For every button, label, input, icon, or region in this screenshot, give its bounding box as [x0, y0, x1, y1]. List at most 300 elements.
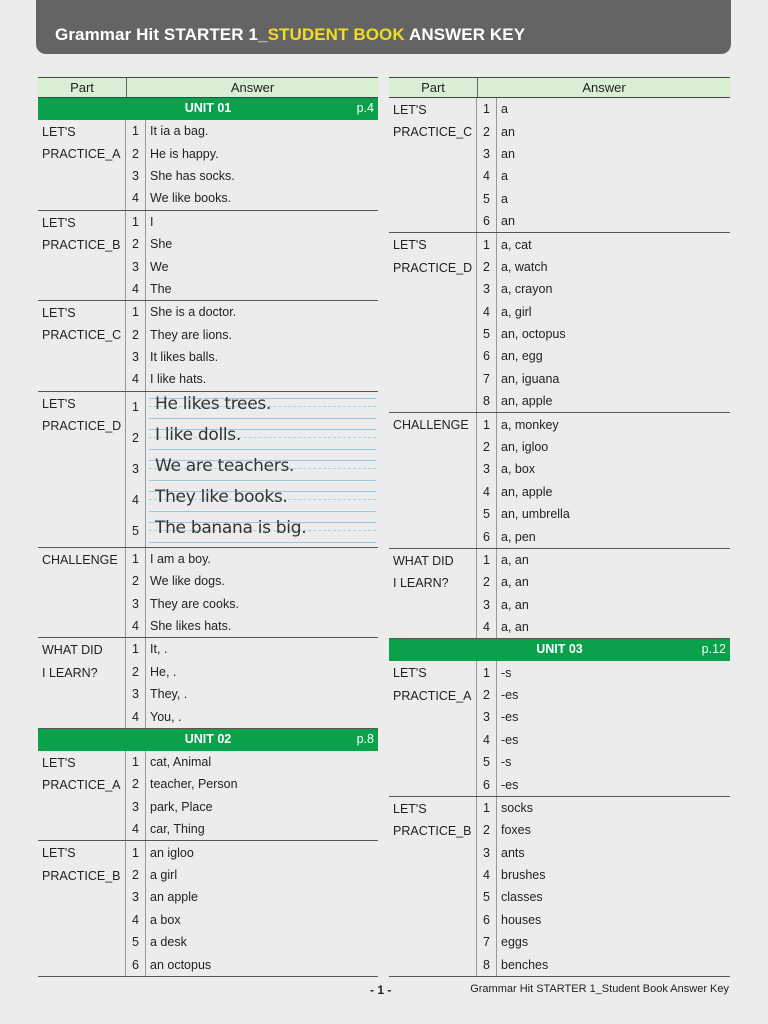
answer-text: We — [150, 259, 169, 274]
answer-number: 5 — [477, 323, 497, 345]
answer-row — [126, 570, 378, 592]
answer-row — [477, 931, 730, 953]
answer-number: 4 — [477, 616, 497, 638]
section-part-label — [389, 233, 477, 412]
right-table-body — [389, 98, 730, 977]
answer-row — [126, 661, 378, 683]
table-header — [38, 77, 378, 98]
answer-number: 8 — [477, 390, 497, 412]
answer-text: houses — [501, 912, 542, 927]
part-line: I LEARN? — [393, 576, 449, 591]
answer-text: They are lions. — [150, 327, 232, 342]
answer-row — [477, 684, 730, 706]
answer-number: 2 — [477, 571, 497, 593]
answer-row — [477, 842, 730, 864]
answer-text: They are cooks. — [150, 596, 239, 611]
title-banner — [36, 0, 731, 54]
unit-header — [389, 639, 730, 661]
answer-row — [126, 638, 378, 660]
handwriting-lines — [149, 423, 376, 454]
part-line: PRACTICE_B — [393, 824, 472, 839]
answer-row — [126, 592, 378, 614]
answer-number: 2 — [126, 142, 146, 164]
answer-number: 3 — [477, 594, 497, 616]
section-answers — [477, 797, 730, 976]
section-part-label — [389, 661, 477, 795]
answer-number: 2 — [126, 233, 146, 255]
answer-row — [477, 233, 730, 255]
answer-number: 2 — [126, 570, 146, 592]
part-line: I LEARN? — [42, 665, 98, 680]
answer-number: 2 — [477, 120, 497, 142]
answer-text: She has socks. — [150, 168, 235, 183]
answer-section — [38, 751, 378, 842]
answer-row — [126, 187, 378, 209]
part-line: LET'S — [393, 238, 427, 253]
answer-row — [477, 751, 730, 773]
answer-text: I — [150, 214, 154, 229]
answer-row — [126, 615, 378, 637]
answer-number: 4 — [477, 481, 497, 503]
answer-row — [126, 953, 378, 975]
section-answers — [477, 413, 730, 547]
title-text: Grammar Hit STARTER 1_ — [55, 25, 268, 44]
answer-row — [477, 390, 730, 412]
section-answers — [126, 751, 378, 841]
answer-number: 5 — [126, 516, 146, 547]
handwriting-row — [126, 392, 378, 423]
answer-row — [126, 931, 378, 953]
answer-column-header: Answer — [582, 80, 626, 95]
section-part-label — [389, 797, 477, 976]
answer-text: an apple — [150, 890, 198, 905]
answer-number: 2 — [477, 256, 497, 278]
answer-number: 5 — [477, 188, 497, 210]
answer-row — [126, 120, 378, 142]
part-line: WHAT DID — [42, 643, 103, 658]
section-part-label — [389, 98, 477, 232]
left-table-body — [38, 98, 378, 977]
answer-row — [126, 368, 378, 390]
part-line: PRACTICE_B — [42, 237, 121, 252]
answer-row — [126, 278, 378, 300]
answer-number: 4 — [126, 187, 146, 209]
answer-number: 4 — [477, 864, 497, 886]
answer-text: an, egg — [501, 349, 543, 364]
answer-row — [477, 706, 730, 728]
answer-number: 7 — [477, 931, 497, 953]
answer-row — [477, 368, 730, 390]
answer-row — [126, 773, 378, 795]
handwritten-answer: We are teachers. — [155, 455, 295, 476]
handwriting-lines — [149, 392, 376, 423]
answer-row — [477, 729, 730, 751]
answer-number: 1 — [126, 751, 146, 773]
answer-row — [477, 458, 730, 480]
answer-number: 1 — [126, 120, 146, 142]
part-line: LET'S — [393, 666, 427, 681]
answer-row — [477, 345, 730, 367]
answer-section — [38, 120, 378, 211]
answer-row — [477, 886, 730, 908]
answer-number: 3 — [477, 842, 497, 864]
part-line: CHALLENGE — [393, 418, 469, 433]
unit-title: UNIT 03 — [536, 642, 583, 657]
answer-text: You, . — [150, 709, 182, 724]
handwriting-lines — [149, 485, 376, 516]
part-line: PRACTICE_D — [42, 418, 122, 433]
answer-text: -s — [501, 755, 512, 770]
unit-title: UNIT 02 — [184, 731, 232, 746]
title-highlight: STUDENT BOOK — [267, 25, 405, 44]
answer-number: 6 — [477, 345, 497, 367]
answer-number: 5 — [477, 503, 497, 525]
answer-text: an igloo — [150, 845, 194, 860]
answer-section — [38, 392, 378, 548]
section-answers — [477, 98, 730, 232]
answer-row — [477, 661, 730, 683]
answer-number: 1 — [126, 841, 146, 863]
answer-number: 4 — [477, 301, 497, 323]
answer-number: 3 — [126, 886, 146, 908]
handwriting-row — [126, 423, 378, 454]
section-part-label — [389, 549, 477, 639]
page-number: - 1 - — [370, 983, 392, 997]
answer-number: 3 — [477, 706, 497, 728]
part-line: LET'S — [42, 755, 76, 770]
answer-number: 5 — [477, 751, 497, 773]
answer-text: an octopus — [150, 957, 212, 972]
answer-number: 3 — [477, 458, 497, 480]
answer-text: a, an — [501, 620, 529, 635]
answer-row — [477, 549, 730, 571]
answer-row — [126, 301, 378, 323]
answer-number: 6 — [477, 525, 497, 547]
section-answers — [126, 392, 378, 547]
footer-reference: Grammar Hit STARTER 1_Student Book Answer Key — [470, 983, 729, 995]
answer-number: 1 — [477, 797, 497, 819]
handwriting-row — [126, 454, 378, 485]
answer-text: an — [501, 146, 515, 161]
answer-text: a, an — [501, 553, 529, 567]
answer-row — [477, 797, 730, 819]
section-answers — [477, 549, 730, 639]
answer-text: a, an — [501, 597, 529, 612]
answer-text: -s — [501, 665, 512, 680]
part-line: CHALLENGE — [42, 552, 118, 567]
answer-number: 4 — [126, 615, 146, 637]
answer-text: She — [150, 237, 173, 252]
answer-row — [477, 864, 730, 886]
answer-row — [477, 323, 730, 345]
section-answers — [126, 211, 378, 301]
answer-number: 3 — [126, 683, 146, 705]
section-answers — [126, 301, 378, 391]
answer-row — [477, 571, 730, 593]
left-answer-table — [38, 77, 378, 977]
answer-text: a desk — [150, 935, 187, 950]
answer-row — [126, 142, 378, 164]
answer-text: classes — [501, 890, 543, 905]
answer-row — [477, 143, 730, 165]
answer-text: socks — [501, 800, 533, 815]
answer-section — [389, 413, 730, 548]
answer-row — [126, 233, 378, 255]
answer-row — [126, 818, 378, 840]
answer-number: 2 — [126, 773, 146, 795]
answer-text: He, . — [150, 664, 177, 679]
title-text-end: ANSWER KEY — [404, 25, 526, 44]
section-answers — [126, 548, 378, 638]
part-line: PRACTICE_A — [393, 688, 472, 703]
answer-number: 5 — [126, 931, 146, 953]
part-line: LET'S — [42, 306, 76, 321]
answer-number: 2 — [126, 324, 146, 346]
answer-text: an, iguana — [501, 371, 560, 386]
answer-text: I am a boy. — [150, 551, 211, 566]
answer-section — [389, 549, 730, 640]
answer-row — [126, 165, 378, 187]
answer-text: foxes — [501, 823, 531, 838]
answer-section — [389, 233, 730, 413]
answer-row — [477, 210, 730, 232]
answer-number: 3 — [477, 278, 497, 300]
answer-number: 2 — [477, 684, 497, 706]
answer-text: It, . — [150, 642, 168, 657]
section-part-label — [38, 841, 126, 975]
answer-text: They, . — [150, 687, 188, 702]
answer-text: an — [501, 214, 515, 229]
part-line: WHAT DID — [393, 553, 454, 568]
part-line: PRACTICE_A — [42, 147, 121, 162]
answer-row — [477, 616, 730, 638]
answer-section — [389, 797, 730, 977]
answer-row — [477, 953, 730, 975]
section-part-label — [389, 413, 477, 547]
answer-text: cat, Animal — [150, 755, 212, 769]
answer-number: 2 — [477, 819, 497, 841]
answer-number: 8 — [477, 953, 497, 975]
part-line: LET'S — [393, 103, 427, 117]
answer-text: a, an — [501, 575, 529, 590]
answer-number: 1 — [477, 98, 497, 120]
answer-number: 1 — [126, 392, 146, 423]
answer-text: -es — [501, 732, 519, 747]
answer-section — [38, 841, 378, 976]
answer-text: an, octopus — [501, 327, 566, 342]
answer-text: benches — [501, 957, 549, 972]
answer-column-header: Answer — [230, 80, 275, 95]
section-part-label — [38, 120, 126, 210]
answer-row — [126, 841, 378, 863]
answer-text: a, crayon — [501, 282, 553, 297]
answer-section — [38, 211, 378, 302]
page-title — [55, 25, 525, 45]
part-line: PRACTICE_B — [42, 868, 121, 883]
answer-row — [477, 165, 730, 187]
answer-number: 4 — [126, 368, 146, 390]
answer-text: It ia a bag. — [150, 124, 209, 139]
answer-number: 4 — [126, 909, 146, 931]
answer-text: I like hats. — [150, 372, 207, 387]
answer-row — [126, 751, 378, 773]
section-part-label — [38, 211, 126, 301]
answer-row — [477, 819, 730, 841]
answer-text: a, pen — [501, 529, 536, 544]
answer-number: 1 — [126, 301, 146, 323]
answer-number: 3 — [477, 143, 497, 165]
answer-row — [477, 481, 730, 503]
answer-number: 3 — [126, 454, 146, 485]
answer-row — [126, 886, 378, 908]
part-line: PRACTICE_C — [42, 328, 122, 343]
answer-text: -es — [501, 777, 519, 792]
answer-text: eggs — [501, 935, 529, 950]
answer-text: a box — [150, 912, 181, 927]
unit-header — [38, 98, 378, 120]
answer-number: 4 — [477, 165, 497, 187]
answer-number: 1 — [126, 638, 146, 660]
part-line: PRACTICE_D — [393, 260, 473, 275]
answer-row — [126, 909, 378, 931]
answer-number: 4 — [126, 485, 146, 516]
answer-number: 1 — [477, 233, 497, 255]
handwriting-row — [126, 485, 378, 516]
answer-row — [477, 98, 730, 120]
answer-number: 2 — [477, 436, 497, 458]
section-part-label — [38, 638, 126, 728]
answer-row — [477, 278, 730, 300]
handwritten-answer: He likes trees. — [155, 393, 272, 414]
answer-number: 2 — [126, 423, 146, 454]
answer-number: 3 — [126, 255, 146, 277]
answer-row — [477, 256, 730, 278]
answer-text: an, umbrella — [501, 507, 570, 522]
answer-text: a — [501, 102, 508, 117]
handwriting-lines — [149, 516, 376, 547]
answer-row — [477, 413, 730, 435]
answer-number: 7 — [477, 368, 497, 390]
answer-text: park, Place — [150, 799, 213, 814]
table-header — [389, 77, 730, 98]
part-column-header: Part — [38, 78, 127, 97]
answer-text: It likes balls. — [150, 350, 219, 365]
answer-text: He is happy. — [150, 146, 219, 161]
answer-row — [477, 525, 730, 547]
answer-text: The — [150, 281, 172, 296]
answer-section — [38, 638, 378, 729]
answer-row — [126, 683, 378, 705]
right-answer-table — [389, 77, 730, 977]
part-column-header: Part — [389, 78, 478, 97]
answer-text: a — [501, 191, 508, 206]
answer-row — [477, 436, 730, 458]
answer-text: ants — [501, 845, 525, 860]
answer-number: 2 — [126, 661, 146, 683]
section-part-label — [38, 301, 126, 391]
handwritten-answer: They like books. — [155, 486, 288, 507]
handwriting-lines — [149, 454, 376, 485]
answer-number: 4 — [126, 705, 146, 727]
part-line: LET'S — [42, 846, 76, 861]
answer-section — [389, 98, 730, 233]
answer-number: 6 — [477, 909, 497, 931]
answer-number: 3 — [126, 165, 146, 187]
section-answers — [126, 638, 378, 728]
answer-row — [477, 773, 730, 795]
unit-title: UNIT 01 — [184, 101, 232, 115]
answer-number: 6 — [477, 210, 497, 232]
answer-number: 5 — [477, 886, 497, 908]
answer-number: 3 — [126, 592, 146, 614]
answer-row — [126, 796, 378, 818]
answer-text: She is a doctor. — [150, 305, 237, 320]
answer-number: 1 — [126, 211, 146, 233]
answer-text: an, igloo — [501, 440, 549, 455]
answer-row — [126, 864, 378, 886]
answer-section — [389, 661, 730, 796]
answer-text: She likes hats. — [150, 619, 232, 634]
answer-number: 3 — [126, 346, 146, 368]
part-line: PRACTICE_A — [42, 778, 121, 793]
answer-text: We like dogs. — [150, 574, 225, 589]
section-part-label — [38, 392, 126, 547]
part-line: LET'S — [42, 125, 76, 139]
answer-text: a girl — [150, 867, 178, 882]
answer-row — [477, 188, 730, 210]
answer-text: teacher, Person — [150, 777, 238, 792]
unit-page: p.12 — [701, 642, 726, 657]
answer-row — [477, 301, 730, 323]
handwritten-answer: The banana is big. — [155, 517, 307, 538]
section-part-label — [38, 548, 126, 638]
answer-text: -es — [501, 687, 519, 702]
answer-number: 6 — [126, 953, 146, 975]
section-answers — [126, 841, 378, 975]
answer-text: a — [501, 169, 508, 184]
section-part-label — [38, 751, 126, 841]
answer-text: an — [501, 124, 515, 139]
answer-number: 4 — [126, 278, 146, 300]
answer-text: car, Thing — [150, 822, 205, 837]
section-answers — [477, 233, 730, 412]
section-answers — [126, 120, 378, 210]
handwriting-row — [126, 516, 378, 547]
answer-row — [126, 324, 378, 346]
answer-text: -es — [501, 710, 519, 725]
answer-text: a, watch — [501, 259, 548, 274]
answer-section — [38, 301, 378, 392]
answer-row — [126, 346, 378, 368]
unit-page: p.4 — [356, 101, 374, 115]
answer-text: We like books. — [150, 191, 232, 206]
answer-row — [126, 705, 378, 727]
answer-text: a, box — [501, 462, 536, 477]
answer-number: 4 — [126, 818, 146, 840]
section-answers — [477, 661, 730, 795]
answer-text: a, monkey — [501, 417, 559, 432]
unit-page: p.8 — [356, 731, 374, 746]
answer-number: 1 — [126, 548, 146, 570]
answer-number: 1 — [477, 549, 497, 571]
answer-row — [477, 594, 730, 616]
answer-number: 4 — [477, 729, 497, 751]
part-line: LET'S — [42, 396, 76, 411]
answer-section — [38, 548, 378, 639]
answer-text: brushes — [501, 868, 546, 883]
answer-text: a, cat — [501, 237, 532, 252]
answer-text: a, girl — [501, 304, 532, 319]
